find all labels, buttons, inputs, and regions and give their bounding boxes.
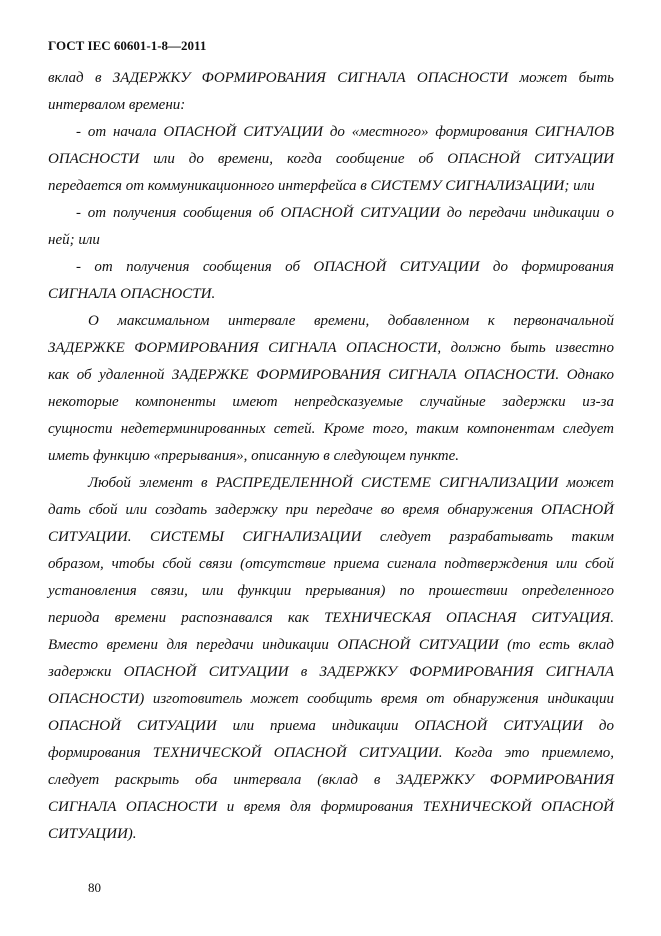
text-line: образом, чтобы сбой связи (отсутствие приема сигнала подтверждения или сбой — [48, 556, 614, 572]
paragraph-first-line: О максимальном интервале времени, добавленном к первоначальной — [88, 313, 614, 329]
text-line: СИТУАЦИИ). — [48, 826, 137, 842]
page-number: 80 — [88, 880, 101, 895]
text-line: вклад в ЗАДЕРЖКУ ФОРМИРОВАНИЯ СИГНАЛА ОПАСНОСТИ может быть — [48, 70, 614, 86]
text-line: установления связи, или функции прерывания) по прошествии определенного — [48, 583, 614, 599]
document-header: ГОСТ IEC 60601-1-8—2011 — [48, 38, 207, 53]
paragraph-first-line: Любой элемент в РАСПРЕДЕЛЕННОЙ СИСТЕМЕ СИГНАЛИЗАЦИИ может — [88, 475, 614, 491]
text-line: некоторые компоненты имеют непредсказуемые случайные задержки из-за — [48, 394, 614, 410]
text-line: иметь функцию «прерывания», описанную в следующем пункте. — [48, 448, 460, 464]
text-line: СИГНАЛА ОПАСНОСТИ. — [48, 286, 216, 302]
text-line: передается от коммуникационного интерфейса в СИСТЕМУ СИГНАЛИЗАЦИИ; или — [48, 178, 595, 194]
text-line: ОПАСНОСТИ) изготовитель может сообщить время от обнаружения индикации — [48, 691, 614, 707]
text-line: формирования ТЕХНИЧЕСКОЙ ОПАСНОЙ СИТУАЦИИ. Когда это приемлемо, — [48, 745, 614, 761]
list-item-line: - от начала ОПАСНОЙ СИТУАЦИИ до «местного» формирования СИГНАЛОВ — [76, 124, 614, 140]
text-line: Вместо времени для передачи индикации ОПАСНОЙ СИТУАЦИИ (то есть вклад — [48, 637, 614, 653]
text-line: как об удаленной ЗАДЕРЖКЕ ФОРМИРОВАНИЯ СИГНАЛА ОПАСНОСТИ. Однако — [48, 367, 614, 383]
text-line: ОПАСНОЙ СИТУАЦИИ или приема индикации ОПАСНОЙ СИТУАЦИИ до — [48, 718, 614, 734]
text-line: СИТУАЦИИ. СИСТЕМЫ СИГНАЛИЗАЦИИ следует разрабатывать таким — [48, 529, 614, 545]
list-item-line: - от получения сообщения об ОПАСНОЙ СИТУАЦИИ до передачи индикации о — [76, 205, 614, 221]
list-item-line: - от получения сообщения об ОПАСНОЙ СИТУАЦИИ до формирования — [76, 259, 614, 275]
text-line: следует раскрыть оба интервала (вклад в ЗАДЕРЖКУ ФОРМИРОВАНИЯ — [48, 772, 614, 788]
text-line: ОПАСНОСТИ или до времени, когда сообщение об ОПАСНОЙ СИТУАЦИИ — [48, 151, 614, 167]
text-line: дать сбой или создать задержку при передаче во время обнаружения ОПАСНОЙ — [48, 502, 614, 518]
text-line: интервалом времени: — [48, 97, 186, 113]
text-line: задержки ОПАСНОЙ СИТУАЦИИ в ЗАДЕРЖКУ ФОРМИРОВАНИЯ СИГНАЛА — [48, 664, 614, 680]
text-line: ней; или — [48, 232, 100, 248]
text-line: периода времени распознавался как ТЕХНИЧЕСКАЯ ОПАСНАЯ СИТУАЦИЯ. — [48, 610, 614, 626]
text-line: СИГНАЛА ОПАСНОСТИ и время для формирования ТЕХНИЧЕСКОЙ ОПАСНОЙ — [48, 799, 614, 815]
text-line: ЗАДЕРЖКЕ ФОРМИРОВАНИЯ СИГНАЛА ОПАСНОСТИ, должно быть известно — [48, 340, 614, 356]
text-line: сущности недетерминированных сетей. Кроме того, таким компонентам следует — [48, 421, 614, 437]
